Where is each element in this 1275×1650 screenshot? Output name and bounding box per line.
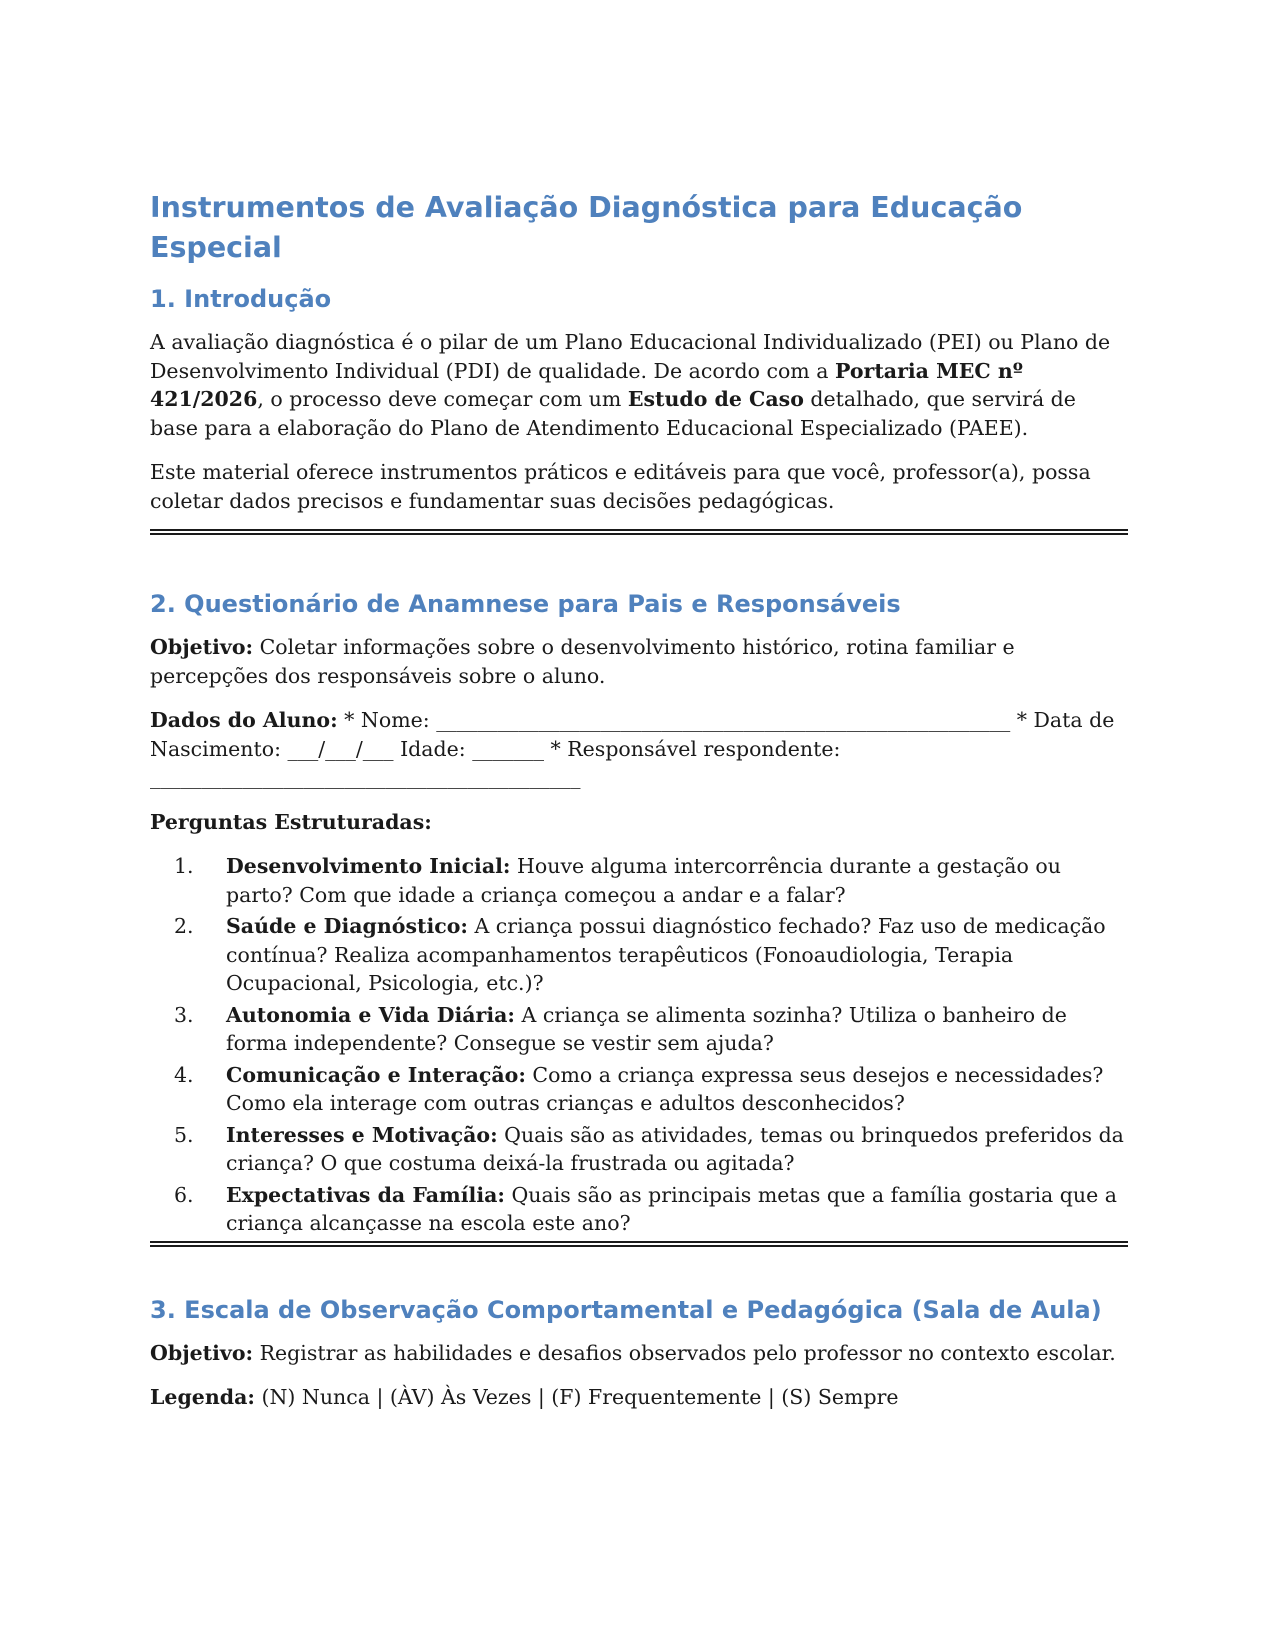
item-text: A criança se alimenta sozinha? Utiliza o banheiro de forma independente? Consegue se vestir sem ajuda? [226, 1002, 1067, 1055]
section-divider [150, 1241, 1128, 1247]
item-label: Comunicação e Interação: [226, 1062, 526, 1087]
section-3-heading: 3. Escala de Observação Comportamental e Pedagógica (Sala de Aula) [150, 1295, 1102, 1324]
objective-label: Objetivo: [150, 635, 254, 659]
observation-objective [150, 1339, 1128, 1368]
item-text: A criança possui diagnóstico fechado? Faz uso de medicação contínua? Realiza acompanhamentos terapêuticos (Fonoaudiologia, Terapia Ocupacional, Psicologia, etc.)? [226, 914, 1106, 995]
student-data-fields [150, 706, 1128, 792]
objective-label: Objetivo: [150, 1340, 254, 1365]
intro-paragraph-1 [150, 328, 1128, 442]
list-item [150, 1061, 1128, 1118]
section-1-heading: 1. Introdução [150, 285, 332, 313]
intro-paragraph-2: Este material oferece instrumentos práticos e editáveis para que você, professor(a), possa coletar dados precisos e fundamentar suas decisões pedagógicas. [150, 460, 1091, 513]
legend-label: Legenda: [150, 1385, 255, 1409]
item-label: Autonomia e Vida Diária: [226, 1002, 515, 1027]
item-number: 4. [174, 1062, 194, 1087]
item-number: 3. [174, 1002, 194, 1027]
intro-text-c: , o processo deve começar com um [257, 387, 628, 411]
scale-legend [150, 1383, 1128, 1412]
item-label: Desenvolvimento Inicial: [226, 854, 511, 878]
item-text: Houve alguma intercorrência durante a gestação ou parto? Com que idade a criança começou a andar e a falar? [226, 854, 1061, 907]
item-number: 1. [174, 854, 194, 878]
item-number: 2. [174, 914, 194, 938]
intro-text-e: detalhado, que servirá de base para a elaboração do Plano de Atendimento Educacional Especializado (PAEE). [150, 387, 1076, 440]
document-title: Instrumentos de Avaliação Diagnóstica para Educação Especial [150, 191, 1023, 264]
document-page [150, 188, 1128, 1428]
legend-text: (N) Nunca | (ÀV) Às Vezes | (F) Frequentemente | (S) Sempre [254, 1385, 899, 1409]
anamnese-objective [150, 633, 1128, 690]
objective-text: Registrar as habilidades e desafios observados pelo professor no contexto escolar. [253, 1340, 1116, 1365]
portaria-reference: Portaria MEC nº 421/2026 [150, 358, 1024, 411]
student-data-label: Dados do Aluno: [150, 708, 338, 732]
item-number: 6. [174, 1182, 194, 1207]
estudo-de-caso-term: Estudo de Caso [627, 387, 804, 411]
questions-list [150, 852, 1128, 1238]
list-item [150, 1181, 1128, 1238]
questions-label-text: Perguntas Estruturadas: [150, 809, 432, 834]
item-text: Quais são as atividades, temas ou brinquedos preferidos da criança? O que costuma deixá-la frustrada ou agitada? [226, 1122, 1124, 1175]
item-label: Saúde e Diagnóstico: [226, 914, 468, 938]
item-text: Quais são as principais metas que a família gostaria que a criança alcançasse na escola este ano? [226, 1182, 1117, 1235]
section-2-heading: 2. Questionário de Anamnese para Pais e Responsáveis [150, 590, 901, 618]
item-number: 5. [174, 1122, 194, 1147]
intro-text-a: A avaliação diagnóstica é o pilar de um Plano Educacional Individualizado (PEI) ou Plano de Desenvolvimento Individual (PDI) de qualidade. De acordo com a [150, 330, 1111, 383]
list-item [150, 1121, 1128, 1178]
student-data-blanks: * Nome: ________________________________________________________ * Data de Nascimento: ___/___/___ Idade: _______ * Responsável respondente: __________________________________________ [150, 708, 1115, 789]
questions-label [150, 808, 1128, 837]
list-item [150, 852, 1128, 909]
list-item [150, 912, 1128, 998]
list-item [150, 1001, 1128, 1058]
section-divider [150, 529, 1128, 535]
objective-text: Coletar informações sobre o desenvolvimento histórico, rotina familiar e percepções dos responsáveis sobre o aluno. [150, 635, 1015, 688]
item-label: Expectativas da Família: [226, 1182, 505, 1207]
item-label: Interesses e Motivação: [226, 1122, 498, 1147]
item-text: Como a criança expressa seus desejos e necessidades? Como ela interage com outras crianças e adultos desconhecidos? [226, 1062, 1104, 1115]
